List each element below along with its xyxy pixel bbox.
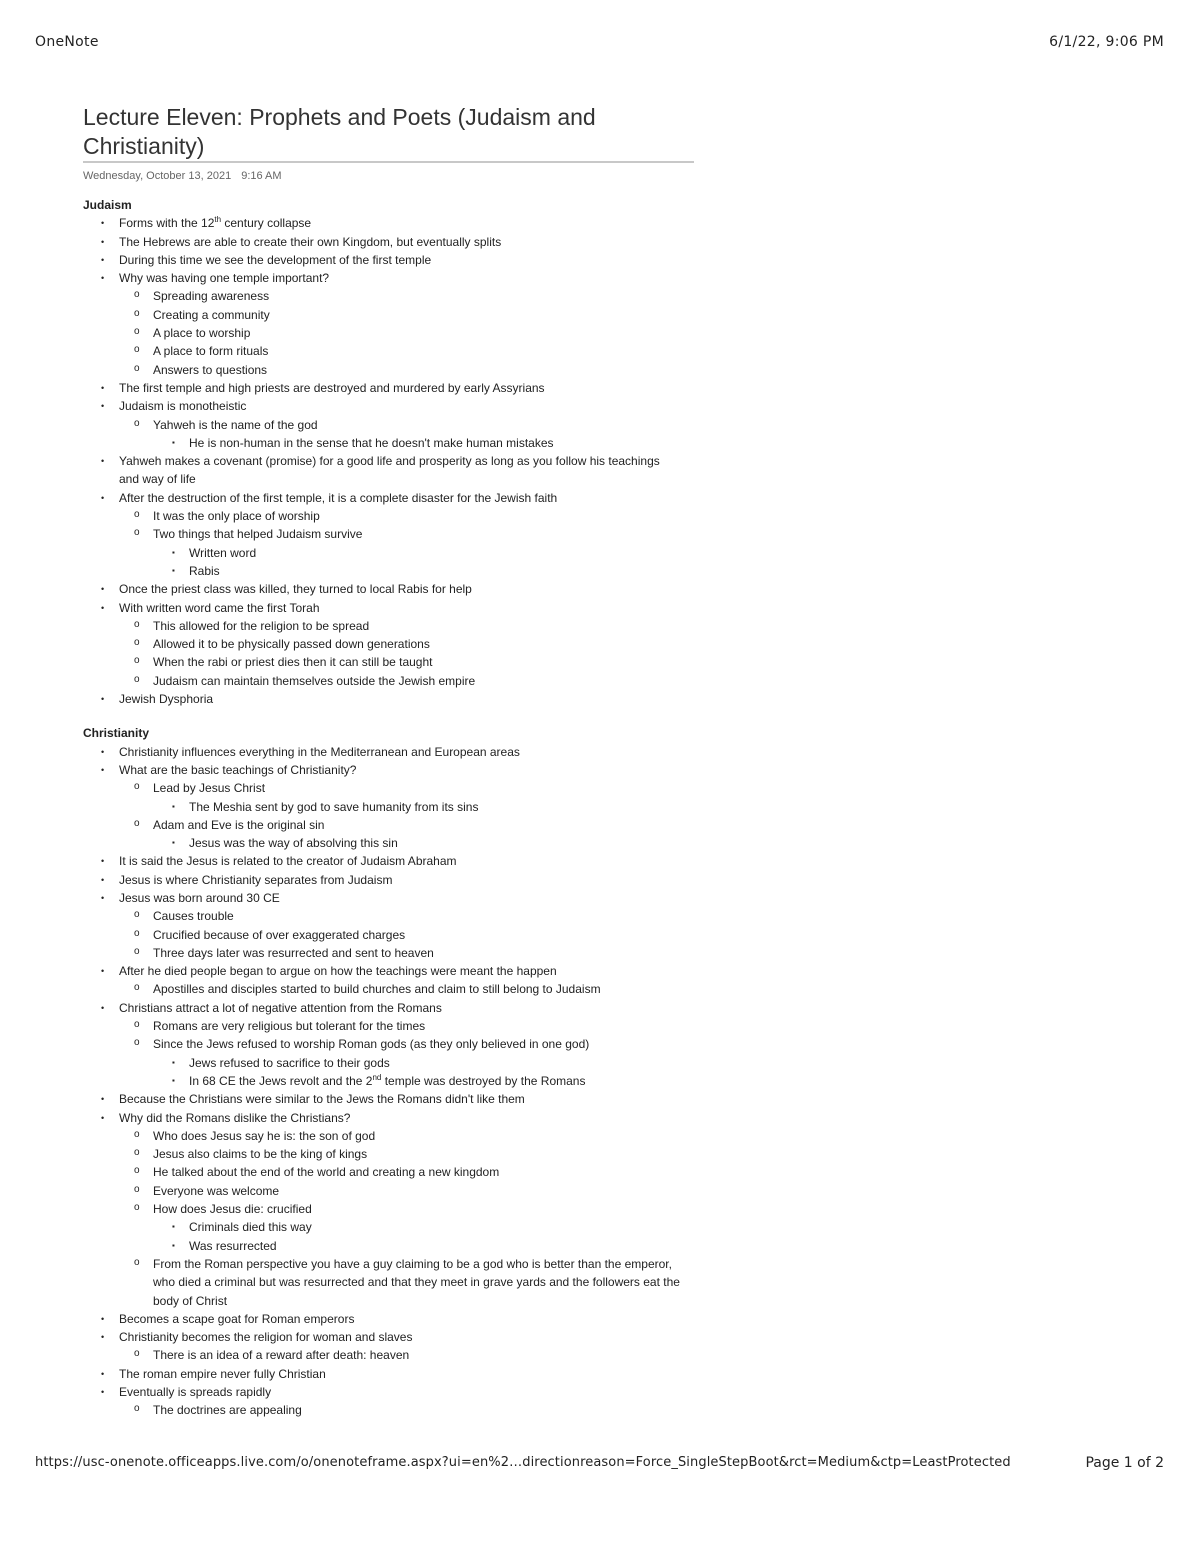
list-item: o Crucified because of over exaggerated charges xyxy=(83,926,703,944)
list-item xyxy=(83,269,703,379)
list-item: o Romans are very religious but tolerant for the times xyxy=(83,1017,703,1035)
list-item: o Judaism can maintain themselves outside the Jewish empire xyxy=(83,672,703,690)
list-item: • The first temple and high priests are destroyed and murdered by early Assyrians xyxy=(83,379,703,397)
list-item: o Causes trouble xyxy=(83,907,703,925)
note-body xyxy=(83,196,703,1420)
list-item-text: With written word came the first Torah xyxy=(119,600,320,615)
list-item: ▪ Jews refused to sacrifice to their gods xyxy=(83,1054,703,1072)
list-item: o Jesus also claims to be the king of kings xyxy=(83,1145,703,1163)
list-item-text: century collapse xyxy=(221,216,312,231)
list-item: o Creating a community xyxy=(83,306,703,324)
list-item: ▪ Jesus was the way of absolving this sin xyxy=(83,834,703,852)
title-divider xyxy=(83,161,694,163)
list-item: • Jesus is where Christianity separates from Judaism xyxy=(83,871,703,889)
list-item: ▪ The Meshia sent by god to save humanity from its sins xyxy=(83,798,703,816)
list-item xyxy=(83,816,703,853)
list-item xyxy=(83,1072,703,1090)
list-item: • It is said the Jesus is related to the creator of Judaism Abraham xyxy=(83,852,703,870)
list-item-text: Why was having one temple important? xyxy=(119,271,330,286)
list-item: o There is an idea of a reward after death: heaven xyxy=(83,1346,703,1364)
list-item: o Apostilles and disciples started to build churches and claim to still belong to Judaism xyxy=(83,980,703,998)
list-item-text: Forms with the 12 xyxy=(119,216,215,231)
list-item: • Becomes a scape goat for Roman emperors xyxy=(83,1310,703,1328)
list-item: ▪ Rabis xyxy=(83,562,703,580)
list-item-text: In 68 CE the Jews revolt and the 2 xyxy=(189,1073,373,1088)
list-item: o The doctrines are appealing xyxy=(83,1401,703,1419)
app-name: OneNote xyxy=(35,34,99,50)
page-date-time xyxy=(83,170,282,182)
list-item: o He talked about the end of the world and creating a new kingdom xyxy=(83,1163,703,1181)
list-item: • The roman empire never fully Christian xyxy=(83,1365,703,1383)
list-item xyxy=(83,889,703,962)
list-item xyxy=(83,525,703,580)
list-item xyxy=(83,1200,703,1255)
page-time: 9:16 AM xyxy=(241,170,282,182)
section-heading-judaism: Judaism xyxy=(83,198,132,212)
list-item-text: Yahweh is the name of the god xyxy=(153,417,318,432)
superscript: th xyxy=(214,215,222,225)
list-item xyxy=(83,962,703,999)
list-item: o Who does Jesus say he is: the son of god xyxy=(83,1127,703,1145)
list-item-text: Jesus was born around 30 CE xyxy=(119,890,280,905)
list-item-text: Adam and Eve is the original sin xyxy=(153,817,325,832)
list-item xyxy=(83,397,703,452)
list-item-text: Christians attract a lot of negative attention from the Romans xyxy=(119,1000,442,1015)
list-item: • Yahweh makes a covenant (promise) for a good life and prosperity as long as you follow his teachings and way of life xyxy=(83,452,674,489)
list-item xyxy=(83,416,703,453)
list-item xyxy=(83,1328,703,1365)
list-item: ▪ He is non-human in the sense that he doesn't make human mistakes xyxy=(83,434,703,452)
list-item: o Everyone was welcome xyxy=(83,1182,703,1200)
list-item: o Answers to questions xyxy=(83,361,703,379)
superscript: nd xyxy=(372,1072,382,1082)
list-item: • Christianity influences everything in the Mediterranean and European areas xyxy=(83,743,703,761)
print-timestamp: 6/1/22, 9:06 PM xyxy=(1049,34,1164,50)
list-item-text: After he died people began to argue on how the teachings were meant the happen xyxy=(119,964,557,979)
list-item xyxy=(83,1383,703,1420)
page-url: https://usc-onenote.officeapps.live.com/o/onenoteframe.aspx?ui=en%2…directionreason=Force_SingleStepBoot&rct=Medium&ctp=LeastProtected xyxy=(35,1455,1011,1470)
list-item: • During this time we see the development of the first temple xyxy=(83,251,703,269)
list-item: o This allowed for the religion to be spread xyxy=(83,617,703,635)
list-item-text: After the destruction of the first temple, it is a complete disaster for the Jewish faith xyxy=(119,490,558,505)
judaism-list xyxy=(83,214,703,708)
list-item: o A place to worship xyxy=(83,324,703,342)
list-item xyxy=(83,779,703,816)
list-item-text: Since the Jews refused to worship Roman gods (as they only believed in one god) xyxy=(153,1037,590,1052)
list-item-text: Eventually is spreads rapidly xyxy=(119,1385,272,1399)
page-number: Page 1 of 2 xyxy=(1085,1455,1164,1471)
list-item: • Jewish Dysphoria xyxy=(83,690,703,708)
list-item xyxy=(83,999,703,1090)
list-item xyxy=(83,761,703,852)
list-item-text: Two things that helped Judaism survive xyxy=(153,527,363,542)
list-item: • Because the Christians were similar to the Jews the Romans didn't like them xyxy=(83,1090,703,1108)
page-title: Lecture Eleven: Prophets and Poets (Judaism and Christianity) xyxy=(83,104,596,159)
list-item xyxy=(83,599,703,690)
list-item-text: Lead by Jesus Christ xyxy=(153,781,266,796)
list-item: • The Hebrews are able to create their own Kingdom, but eventually splits xyxy=(83,233,703,251)
list-item xyxy=(83,489,703,580)
list-item: ▪ Written word xyxy=(83,544,703,562)
list-item-text: Judaism is monotheistic xyxy=(119,399,247,414)
page-date: Wednesday, October 13, 2021 xyxy=(83,170,232,182)
list-item-text: Why did the Romans dislike the Christians? xyxy=(119,1110,351,1125)
list-item: o Spreading awareness xyxy=(83,287,703,305)
list-item: ▪ Was resurrected xyxy=(83,1237,703,1255)
list-item: o A place to form rituals xyxy=(83,342,703,360)
list-item: o Three days later was resurrected and sent to heaven xyxy=(83,944,703,962)
section-heading-christianity: Christianity xyxy=(83,726,150,741)
list-item: o Allowed it to be physically passed down generations xyxy=(83,635,703,653)
list-item xyxy=(83,1035,703,1090)
list-item: • Once the priest class was killed, they turned to local Rabis for help xyxy=(83,580,703,598)
list-item: ▪ Criminals died this way xyxy=(83,1218,703,1236)
list-item xyxy=(83,1109,703,1310)
list-item: o When the rabi or priest dies then it can still be taught xyxy=(83,653,703,671)
list-item xyxy=(83,214,703,232)
list-item-text: Christianity becomes the religion for woman and slaves xyxy=(119,1330,413,1345)
list-item: o From the Roman perspective you have a guy claiming to be a god who is better than the emperor, who died a criminal but was resurrected and that they meet in grave yards and the followers eat the body of Christ xyxy=(83,1255,683,1310)
list-item: o It was the only place of worship xyxy=(83,507,703,525)
list-item-text: What are the basic teachings of Christianity? xyxy=(119,762,357,777)
list-item-text: How does Jesus die: crucified xyxy=(153,1202,312,1217)
list-item-text: temple was destroyed by the Romans xyxy=(381,1073,586,1088)
christianity-list xyxy=(83,743,703,1420)
